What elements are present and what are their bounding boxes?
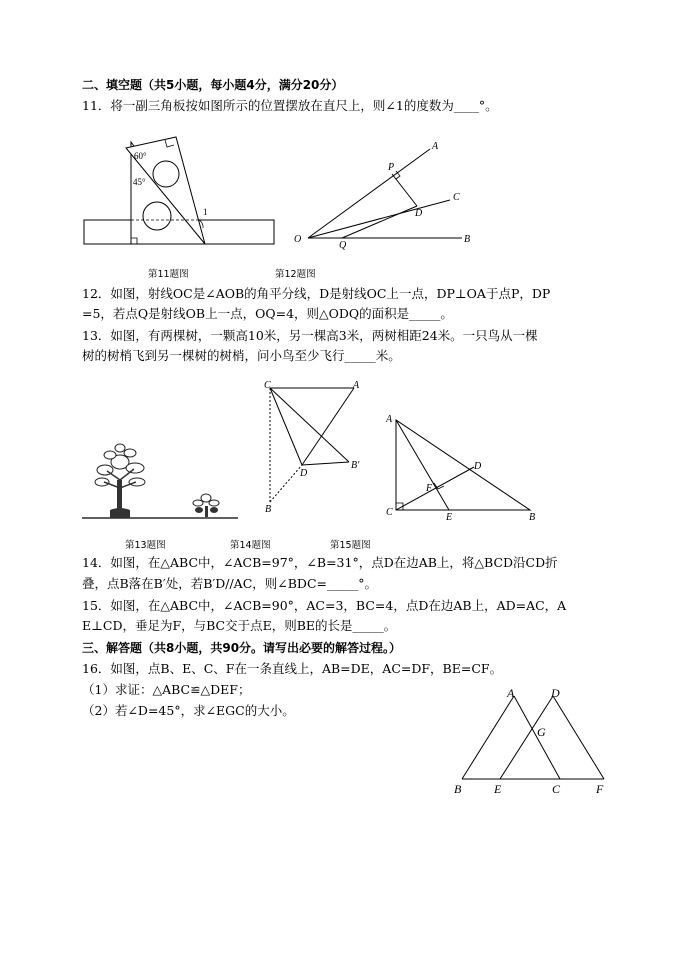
segment-AE: [396, 420, 449, 510]
figure-15: [382, 410, 542, 522]
caption-figure-11: 第11题图: [148, 269, 189, 280]
section-heading-fill-in: 二、填空题（共5小题，每小题4分，满分20分）: [82, 78, 344, 92]
ray-OC: [308, 200, 450, 238]
label-B: B: [454, 782, 462, 796]
caption-figure-15: 第15题图: [330, 540, 371, 551]
question-15-line-2: E⊥CD，垂足为F，与BC交于点E，则BE的长是_____。: [82, 618, 397, 633]
question-12-line-1: 12．如图，射线OC是∠AOB的角平分线，D是射线OC上一点，DP⊥OA于点P，DP: [82, 286, 551, 301]
question-13-line-2: 树的树梢飞到另一棵树的树梢，问小鸟至少飞行_____米。: [82, 348, 401, 363]
question-13-line-1: 13．如图，有两棵树，一颗高10米，另一棵高3米，两树相距24米。一只鸟从一棵: [82, 328, 538, 343]
label-D: D: [474, 461, 482, 472]
figure-12: [290, 135, 480, 250]
label-D: D: [300, 468, 308, 479]
label-O: O: [294, 234, 302, 245]
label-F: F: [596, 782, 604, 796]
label-B: B: [529, 512, 536, 523]
label-Q: Q: [339, 240, 347, 251]
question-15-line-1: 15．如图，在△ABC中，∠ACB=90°，AC=3，BC=4，点D在边AB上，AD=AC，A: [82, 598, 567, 613]
figure-11: [80, 128, 280, 250]
angle-1-label: 1: [203, 207, 208, 217]
angle-45-label: 45°: [133, 177, 146, 187]
question-16-part-1: （1）求证：△ABC≌△DEF；: [82, 682, 251, 697]
label-C: C: [453, 192, 460, 203]
label-E: E: [494, 782, 502, 796]
question-12-line-2: =5，若点Q是射线OB上一点，OQ=4，则△ODQ的面积是_____。: [82, 306, 453, 321]
label-D: D: [551, 686, 560, 700]
question-16-line-1: 16．如图，点B、E、C、F在一条直线上，AB=DE，AC=DF，BE=CF。: [82, 661, 503, 676]
label-G: G: [537, 725, 546, 739]
question-16-part-2: （2）若∠D=45°，求∠EGC的大小。: [82, 703, 295, 718]
label-A: A: [386, 414, 393, 425]
label-C: C: [552, 782, 561, 796]
segment-DP: [392, 174, 417, 206]
label-D: D: [415, 208, 423, 219]
label-E: E: [446, 512, 453, 523]
figure-16: [448, 684, 618, 799]
caption-figure-12: 第12题图: [275, 269, 316, 280]
caption-figure-14: 第14题图: [230, 540, 271, 551]
label-A: A: [353, 380, 360, 391]
label-F: F: [426, 483, 433, 494]
label-A: A: [432, 141, 439, 152]
figure-14: [258, 378, 378, 513]
section-heading-solutions: 三、解答题（共8小题，共90分。请写出必要的解答过程。）: [82, 641, 402, 655]
label-B: B: [265, 504, 272, 515]
label-C: C: [264, 380, 271, 391]
question-11-text: 11．将一副三角板按如图所示的位置摆放在直尺上，则∠1的度数为____°。: [82, 98, 498, 113]
angle-60-label: 60°: [134, 151, 147, 161]
segment-AB: [462, 696, 514, 779]
label-B-prime: B′: [351, 460, 360, 471]
figure-13: [80, 440, 240, 525]
short-tree-icon: [193, 494, 219, 517]
ray-OA: [308, 149, 430, 238]
segment-CD: [396, 467, 474, 510]
question-14-line-1: 14．如图，在△ABC中，∠ACB=97°，∠B=31°，点D在边AB上，将△BCD沿CD折: [82, 555, 558, 570]
question-14-line-2: 叠，点B落在B′处，若B′D//AC，则∠BDC=_____°。: [82, 576, 377, 591]
label-P: P: [388, 162, 395, 173]
segment-DF: [553, 696, 604, 779]
tall-tree-icon: [95, 444, 145, 518]
segment-DQ: [342, 206, 417, 238]
label-A: A: [507, 686, 515, 700]
label-C: C: [386, 507, 393, 518]
caption-figure-13: 第13题图: [125, 540, 166, 551]
label-B: B: [464, 234, 471, 245]
triangle-ABC: [396, 420, 530, 510]
